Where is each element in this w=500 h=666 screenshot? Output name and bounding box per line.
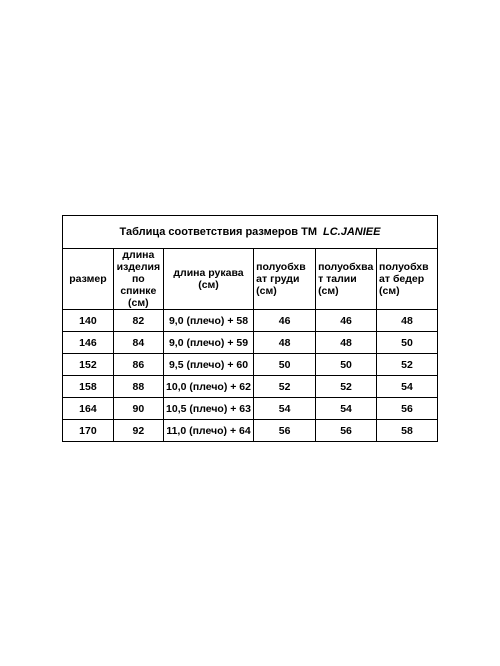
table-cell: 9,5 (плечо) + 60 — [163, 354, 253, 376]
table-title-text: Таблица соответствия размеров ТМ — [119, 226, 317, 238]
table-cell: 46 — [254, 310, 316, 332]
header-line: полуобхв — [256, 261, 306, 273]
table-cell: 86 — [113, 354, 163, 376]
brand-name: LC.JANIEE — [323, 226, 381, 238]
table-cell: 158 — [63, 376, 114, 398]
table-cell: 92 — [113, 420, 163, 442]
header-line: (см) — [318, 285, 339, 297]
table-header-row — [63, 249, 438, 310]
table-cell: 9,0 (плечо) + 59 — [163, 332, 253, 354]
header-line: (см) — [198, 279, 219, 291]
table-cell: 52 — [377, 354, 438, 376]
table-cell: 10,0 (плечо) + 62 — [163, 376, 253, 398]
table-cell: 90 — [113, 398, 163, 420]
header-line: ат груди — [256, 273, 300, 285]
header-line: полуобхв — [379, 261, 429, 273]
header-back-length — [113, 249, 163, 310]
table-cell: 140 — [63, 310, 114, 332]
table-cell: 54 — [254, 398, 316, 420]
header-line: полуобхва — [318, 261, 374, 273]
table-cell: 48 — [377, 310, 438, 332]
header-half-chest — [254, 249, 316, 310]
table-cell: 146 — [63, 332, 114, 354]
header-line: изделия — [116, 261, 161, 273]
header-half-waist — [316, 249, 377, 310]
table-cell: 88 — [113, 376, 163, 398]
table-cell: 84 — [113, 332, 163, 354]
header-line: т талии — [318, 273, 357, 285]
table-cell: 52 — [254, 376, 316, 398]
table-row — [63, 354, 438, 376]
table-cell: 170 — [63, 420, 114, 442]
table-cell: 56 — [377, 398, 438, 420]
table-row — [63, 398, 438, 420]
header-line: длина — [122, 249, 155, 261]
table-cell: 82 — [113, 310, 163, 332]
header-line: длина рукава — [173, 267, 244, 279]
table-title — [63, 216, 438, 249]
table-cell: 50 — [254, 354, 316, 376]
table-cell: 56 — [316, 420, 377, 442]
header-line: (см) — [379, 285, 400, 297]
table-cell: 46 — [316, 310, 377, 332]
table-cell: 48 — [316, 332, 377, 354]
table-cell: 54 — [316, 398, 377, 420]
table-cell: 54 — [377, 376, 438, 398]
table-cell: 164 — [63, 398, 114, 420]
table-cell: 10,5 (плечо) + 63 — [163, 398, 253, 420]
table-cell: 56 — [254, 420, 316, 442]
table-cell: 48 — [254, 332, 316, 354]
table-cell: 58 — [377, 420, 438, 442]
header-size — [63, 249, 114, 310]
header-sleeve-length — [163, 249, 253, 310]
table-row — [63, 376, 438, 398]
header-line: спинке — [120, 285, 157, 297]
table-cell: 152 — [63, 354, 114, 376]
table-row — [63, 420, 438, 442]
header-line: по — [131, 273, 145, 285]
header-line: (см) — [256, 285, 277, 297]
header-line: размер — [69, 273, 107, 285]
size-chart-table — [62, 215, 438, 442]
table-cell: 50 — [316, 354, 377, 376]
table-cell: 11,0 (плечо) + 64 — [163, 420, 253, 442]
table-cell: 9,0 (плечо) + 58 — [163, 310, 253, 332]
table-cell: 50 — [377, 332, 438, 354]
table-row — [63, 310, 438, 332]
table-cell: 52 — [316, 376, 377, 398]
header-half-hip — [377, 249, 438, 310]
header-line: (см) — [128, 297, 149, 309]
header-line: ат бедер — [379, 273, 425, 285]
table-row — [63, 332, 438, 354]
